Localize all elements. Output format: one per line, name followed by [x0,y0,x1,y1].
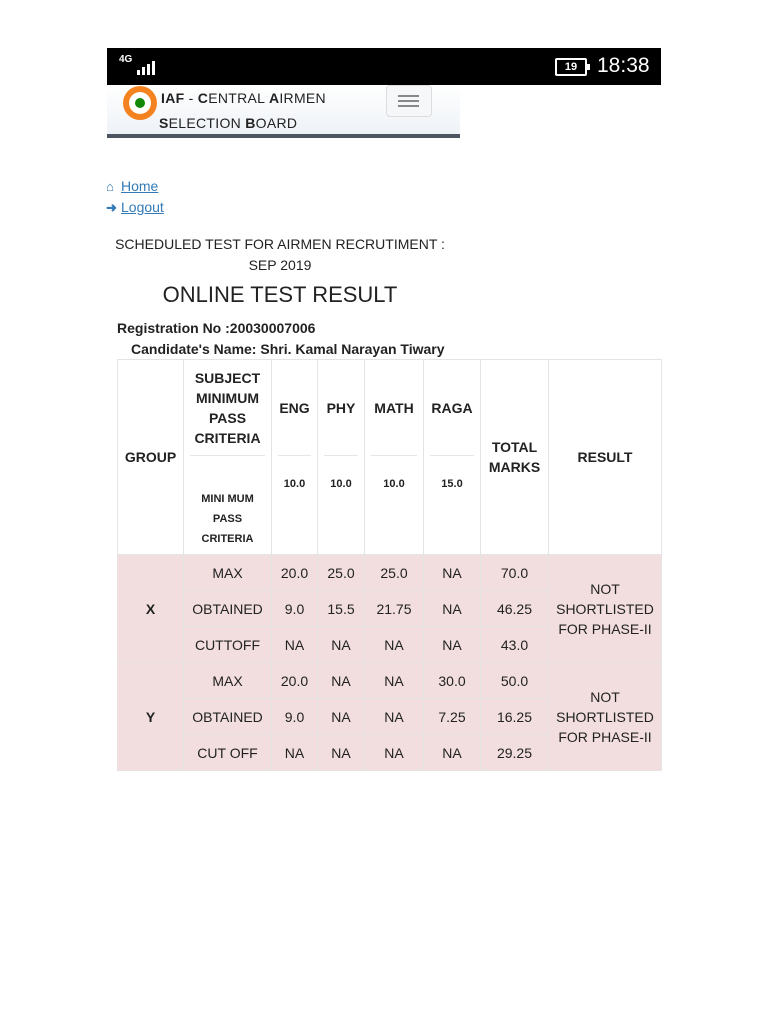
phy-cell: NA [318,735,365,771]
raga-min-score: 15.0 [441,478,463,490]
math-min-score: 10.0 [383,478,405,490]
group-name: Y [118,663,184,771]
eng-cell: 9.0 [272,591,318,627]
math-cell: NA [365,699,424,735]
candidate-name: Candidate's Name: Shri. Kamal Narayan Tiwary [131,341,445,357]
row-label: OBTAINED [184,699,272,735]
header-phy: PHY 10.0 [318,360,365,555]
math-cell: NA [365,735,424,771]
header-group: GROUP [118,360,184,555]
home-link[interactable]: ⌂ Home [106,178,159,194]
total-cell: 70.0 [481,555,549,591]
clock: 18:38 [597,54,650,77]
row-label: MAX [184,555,272,591]
network-type: 4G [119,54,133,65]
row-label: MAX [184,663,272,699]
logout-link[interactable]: ➜ Logout [106,199,164,215]
registration-number: Registration No :20030007006 [117,320,316,336]
eng-cell: NA [272,735,318,771]
header-total-marks: TOTAL MARKS [481,360,549,555]
raga-cell: NA [424,627,481,663]
total-cell: 50.0 [481,663,549,699]
result-table [117,359,662,771]
raga-cell: NA [424,591,481,627]
logout-icon: ➜ [106,200,117,215]
site-header [107,85,460,138]
phy-cell: 25.0 [318,555,365,591]
phy-min-score: 10.0 [330,478,352,490]
header-math: MATH 10.0 [365,360,424,555]
phy-cell: NA [318,663,365,699]
schedule-heading: SCHEDULED TEST FOR AIRMEN RECRUTIMENT : SEP 2019 [115,236,445,273]
page-title: ONLINE TEST RESULT [162,282,398,307]
eng-min-score: 10.0 [283,478,306,490]
phy-cell: NA [318,699,365,735]
row-label: CUTTOFF [184,627,272,663]
home-icon: ⌂ [106,179,114,194]
raga-cell: NA [424,735,481,771]
row-label: CUT OFF [184,735,272,771]
header-raga: RAGA 15.0 [424,360,481,555]
header-criteria: SUBJECT MINIMUM PASS CRITERIA MINI MUM PASS CRITERIA [184,360,272,555]
header-eng: ENG 10.0 [272,360,318,555]
eng-cell: 20.0 [272,555,318,591]
status-bar [107,48,661,85]
battery-level: 19 [564,61,578,73]
brand-line-1: IAF - CENTRAL AIRMEN [161,90,326,106]
total-cell: 46.25 [481,591,549,627]
result-cell: NOT SHORTLISTED FOR PHASE-II [549,663,662,771]
hamburger-menu-button[interactable] [386,85,432,117]
math-cell: 21.75 [365,591,424,627]
header-result: RESULT [549,360,662,555]
total-cell: 16.25 [481,699,549,735]
raga-cell: 7.25 [424,699,481,735]
math-cell: 25.0 [365,555,424,591]
eng-cell: 9.0 [272,699,318,735]
phy-cell: NA [318,627,365,663]
math-cell: NA [365,663,424,699]
table-row [118,663,662,699]
result-cell: NOT SHORTLISTED FOR PHASE-II [549,555,662,663]
phy-cell: 15.5 [318,591,365,627]
math-cell: NA [365,627,424,663]
iaf-roundel-logo [123,86,157,120]
eng-cell: NA [272,627,318,663]
battery-icon [555,58,587,76]
total-cell: 43.0 [481,627,549,663]
raga-cell: 30.0 [424,663,481,699]
group-name: X [118,555,184,663]
eng-cell: 20.0 [272,663,318,699]
row-label: OBTAINED [184,591,272,627]
total-cell: 29.25 [481,735,549,771]
brand-line-2: SELECTION BOARD [159,115,298,131]
raga-cell: NA [424,555,481,591]
table-row [118,555,662,591]
